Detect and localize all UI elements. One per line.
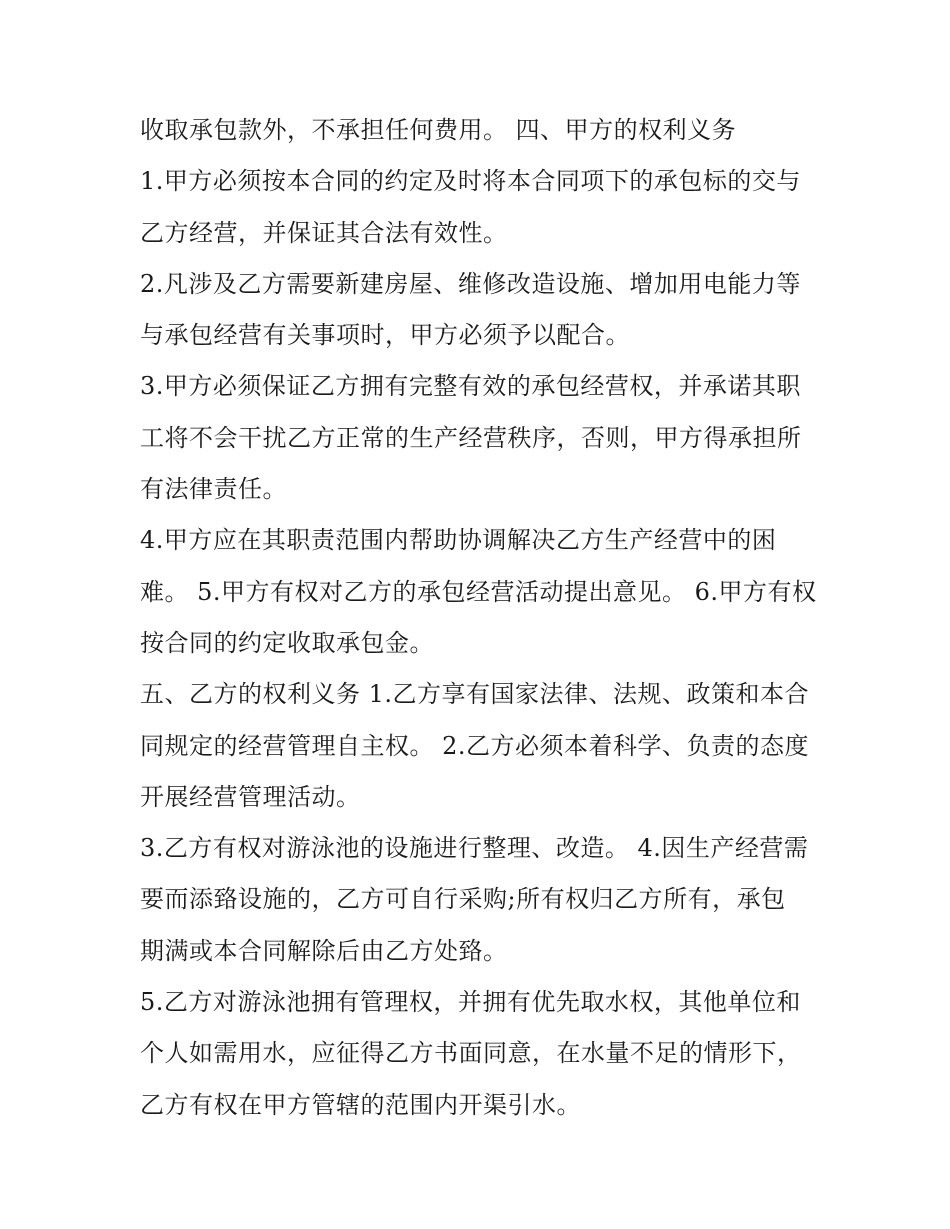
text-line: 1.甲方必须按本合同的约定及时将本合同项下的承包标的交与 — [140, 167, 801, 196]
document-body — [140, 105, 820, 1131]
text-line: 开展经营管理活动。 — [140, 782, 361, 811]
text-line: 4.甲方应在其职责范围内帮助协调解决乙方生产经营中的困 — [140, 526, 777, 555]
text-line: 五、乙方的权利义务 1.乙方享有国家法律、法规、政策和本合 — [140, 680, 810, 709]
text-line: 乙方有权在甲方管辖的范围内开渠引水。 — [140, 1090, 581, 1119]
text-line: 与承包经营有关事项时，甲方必须予以配合。 — [140, 321, 630, 350]
text-line: 期满或本合同解除后由乙方处臵。 — [140, 936, 508, 965]
text-line: 同规定的经营管理自主权。 2.乙方必须本着科学、负责的态度 — [140, 731, 810, 760]
text-line: 3.甲方必须保证乙方拥有完整有效的承包经营权，并承诺其职 — [140, 372, 801, 401]
text-line: 5.乙方对游泳池拥有管理权，并拥有优先取水权，其他单位和 — [140, 988, 801, 1017]
text-line: 收取承包款外，不承担任何费用。 四、甲方的权利义务 — [140, 116, 737, 144]
text-line: 2.凡涉及乙方需要新建房屋、维修改造设施、增加用电能力等 — [140, 269, 801, 298]
text-line: 个人如需用水，应征得乙方书面同意，在水量不足的情形下， — [140, 1039, 802, 1068]
text-line: 按合同的约定收取承包金。 — [140, 628, 434, 657]
text-line: 要而添臵设施的，乙方可自行采购;所有权归乙方所有，承包 — [140, 885, 786, 914]
text-line: 难。 5.甲方有权对乙方的承包经营活动提出意见。 6.甲方有权 — [140, 577, 817, 606]
text-line: 工将不会干扰乙方正常的生产经营秩序，否则，甲方得承担所 — [140, 423, 802, 452]
text-line: 3.乙方有权对游泳池的设施进行整理、改造。 4.因生产经营需 — [140, 834, 809, 863]
text-line: 有法律责任。 — [140, 475, 287, 504]
text-line: 乙方经营，并保证其合法有效性。 — [140, 218, 508, 247]
